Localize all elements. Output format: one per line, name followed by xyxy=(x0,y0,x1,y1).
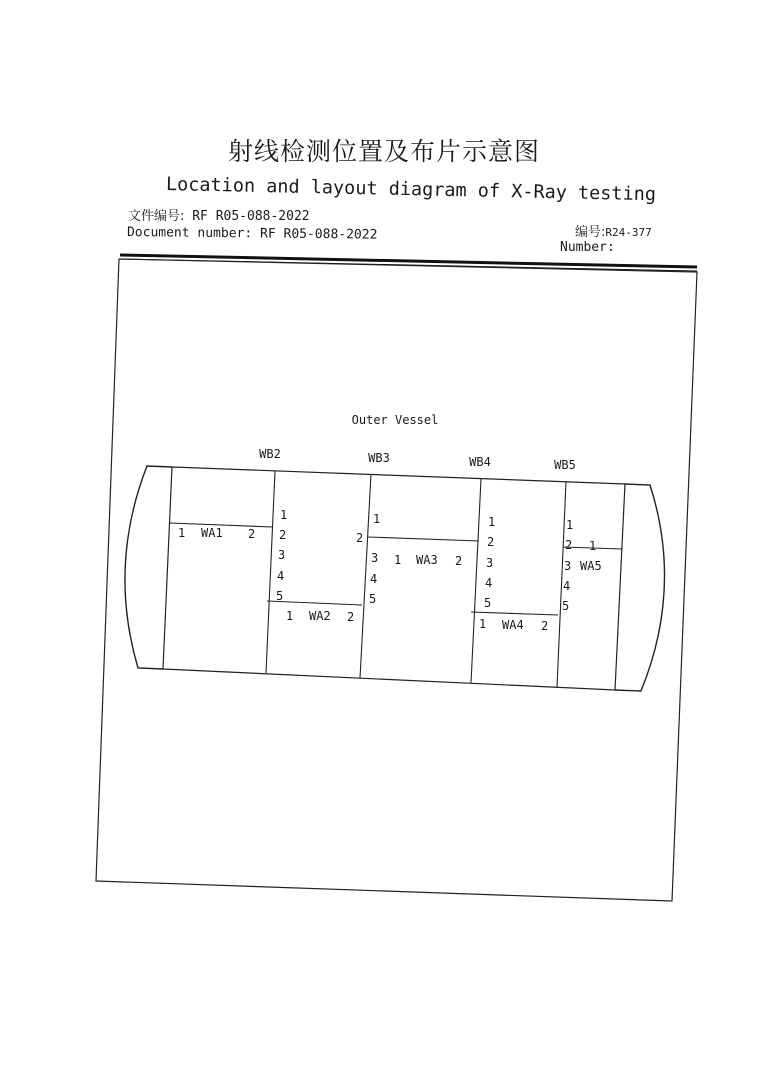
wb2-mark-3: 3 xyxy=(278,548,286,562)
doc-number-en-value: RF R05-088-2022 xyxy=(259,226,378,243)
number-en-label: Number: xyxy=(560,240,615,255)
wb2-mark-1: 1 xyxy=(280,508,288,522)
wb2-mark-4: 4 xyxy=(277,569,285,583)
weld-wb2-line xyxy=(266,471,275,673)
wa3-mark-2: 2 xyxy=(455,554,463,568)
wb5-mark-5: 5 xyxy=(562,599,570,613)
wb3-mark-1: 1 xyxy=(373,512,381,526)
label-wa4: WA4 xyxy=(502,618,524,632)
doc-number-cn-label: 文件编号: xyxy=(128,209,185,224)
wb4-mark-3: 3 xyxy=(486,556,494,570)
label-wa3: WA3 xyxy=(416,553,438,567)
wa5-mark-1: 1 xyxy=(589,539,597,553)
label-wa1: WA1 xyxy=(201,526,223,540)
weld-wa4-line xyxy=(471,612,558,615)
wb4-mark-1: 1 xyxy=(488,515,496,529)
wa4-mark-2: 2 xyxy=(541,619,549,633)
number-cn-label: 编号: xyxy=(575,225,606,240)
label-wb2: WB2 xyxy=(259,447,281,461)
title-chinese: 射线检测位置及布片示意图 xyxy=(227,137,540,166)
wb5-mark-2: 2 xyxy=(565,538,573,552)
wb4-mark-2: 2 xyxy=(487,535,495,549)
wa2-mark-1: 1 xyxy=(286,609,294,623)
doc-number-cn-value: RF R05-088-2022 xyxy=(192,209,310,224)
wa4-mark-1: 1 xyxy=(479,617,487,631)
wb4-mark-5: 5 xyxy=(484,596,492,610)
wb3-mark-5: 5 xyxy=(369,592,377,606)
wb2-mark-5: 5 xyxy=(276,589,284,603)
wb5-mark-3: 3 xyxy=(564,559,572,573)
title-english: Location and layout diagram of X-Ray testing xyxy=(165,174,657,206)
wb2-mark-2: 2 xyxy=(279,528,287,542)
weld-wa3-line xyxy=(368,537,479,541)
label-wb3: WB3 xyxy=(368,451,390,465)
diagram-title: Outer Vessel xyxy=(351,413,439,427)
doc-number-en-label: Document number: xyxy=(126,225,253,242)
wb5-mark-1: 1 xyxy=(566,518,574,532)
wb3-mark-3: 3 xyxy=(371,551,379,565)
wb3-mark-4: 4 xyxy=(370,572,378,586)
wa2-mark-2: 2 xyxy=(347,610,355,624)
label-wa2: WA2 xyxy=(309,609,331,623)
right-head xyxy=(615,484,665,691)
weld-wb4-line xyxy=(471,479,481,683)
wb3-mark-2: 2 xyxy=(356,531,364,545)
wa1-mark-2: 2 xyxy=(248,527,256,541)
wa1-mark-1: 1 xyxy=(178,526,186,540)
vessel-shell xyxy=(163,467,625,690)
number-value: R24-377 xyxy=(605,226,652,239)
wb5-mark-4: 4 xyxy=(563,579,571,593)
label-wb4: WB4 xyxy=(469,455,491,469)
drawing-frame xyxy=(96,259,697,901)
label-wb5: WB5 xyxy=(554,458,576,472)
wb4-mark-4: 4 xyxy=(485,576,493,590)
wa3-mark-1: 1 xyxy=(394,553,402,567)
label-wa5: WA5 xyxy=(580,559,602,573)
